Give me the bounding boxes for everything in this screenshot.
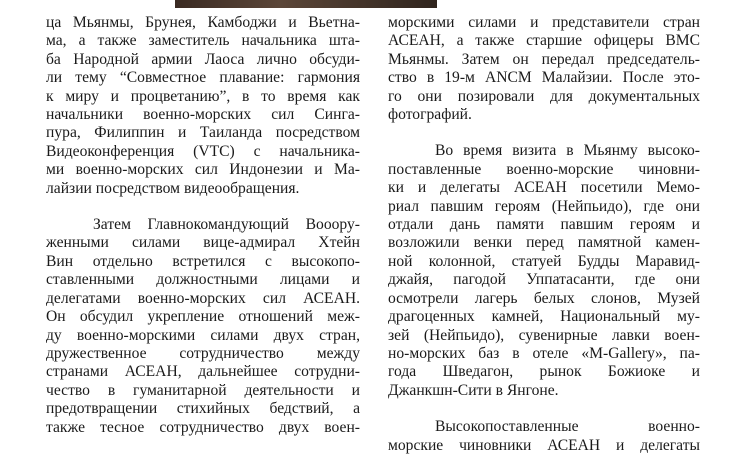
text-line: зей (Нейпьидо), сувенирные лавки воен- xyxy=(388,326,700,344)
right-paragraph-2 xyxy=(388,142,700,400)
text-line: странами АСЕАН, дальнейшее сотрудни- xyxy=(46,363,360,381)
text-line: пура, Филиппин и Таиланда посредством xyxy=(46,124,360,142)
right-paragraph-3 xyxy=(388,418,700,455)
text-line: Затем Главнокомандующий Вооору- xyxy=(93,216,360,234)
text-line: морскими силами и представители стран xyxy=(388,14,700,31)
text-line: риал павшим героям (Нейпьидо), где они xyxy=(388,197,700,215)
left-column xyxy=(46,14,360,455)
text-line: чество в гуманитарной деятельности и xyxy=(46,381,360,399)
text-line: ство в 19-м ANCM Малайзии. После это- xyxy=(388,69,700,87)
text-line: Во время визита в Мьянму высоко- xyxy=(435,142,700,160)
text-line: поставленные военно-морские чиновни- xyxy=(388,160,700,178)
text-line: ки и делегаты АСЕАН посетили Мемо- xyxy=(388,179,700,197)
text-line: фотографий. xyxy=(388,106,472,124)
photo-edge xyxy=(175,0,437,8)
text-line: Высокопоставленные военно- xyxy=(435,418,700,436)
text-line: года Шведагон, рынок Божиоке и xyxy=(388,363,700,381)
left-paragraph-1 xyxy=(46,14,360,198)
text-line: отдали дань памяти павшим героям и xyxy=(388,216,700,234)
right-paragraph-1 xyxy=(388,14,700,124)
text-line: Он обсудил укрепление отношений меж- xyxy=(46,308,360,326)
text-line: ми военно-морских сил Индонезии и Ма- xyxy=(46,161,360,179)
text-line: начальники военно-морских сил Синга- xyxy=(46,106,360,124)
text-line: джайя, пагодой Уппатасанти, где они xyxy=(388,271,700,289)
text-line: предотвращении стихийных бедствий, а xyxy=(46,400,360,418)
text-line: дружественное сотрудничество между xyxy=(46,344,360,362)
left-paragraph-2 xyxy=(46,216,360,437)
text-line: го они позировали для документальных xyxy=(388,87,700,105)
text-line: ду военно-морскими силами двух стран, xyxy=(46,326,360,344)
text-line: Вин отдельно встретился с высокопо- xyxy=(46,252,360,270)
text-line: ной колонной, статуей Будды Маравид- xyxy=(388,252,700,270)
text-line: делегатами военно-морских сил АСЕАН. xyxy=(46,289,360,307)
text-line: лайзии посредством видеообращения. xyxy=(46,179,300,197)
text-line: осмотрели лагерь белых слонов, Музей xyxy=(388,289,700,307)
text-line: ма, а также заместитель начальника шта- xyxy=(46,32,360,50)
text-line: ли тему “Совместное плавание: гармония xyxy=(46,69,360,87)
text-line: к миру и процветанию”, в то время как xyxy=(46,87,360,105)
text-line: Мьянмы. Затем он передал председатель- xyxy=(388,50,700,68)
text-line: Джанкшн-Сити в Янгоне. xyxy=(388,381,559,399)
text-line: АСЕАН, а также старшие офицеры ВМС xyxy=(388,32,700,50)
text-line: возложили венки перед памятной камен- xyxy=(388,234,700,252)
text-line: ставленными должностными лицами и xyxy=(46,271,360,289)
text-line: Видеоконференция (VTC) с начальника- xyxy=(46,142,360,160)
text-line: ба Народной армии Лаоса лично обсуди- xyxy=(46,50,360,68)
text-line: женными силами вице-адмирал Хтейн xyxy=(46,234,360,252)
right-column xyxy=(388,14,700,473)
text-line: морские чиновники АСЕАН и делегаты xyxy=(388,436,700,454)
text-line: ца Мьянмы, Брунея, Камбоджи и Вьетна- xyxy=(46,14,360,31)
text-line: также тесное сотрудничество двух воен- xyxy=(46,418,360,436)
text-line: драгоценных камней, Национальный му- xyxy=(388,308,700,326)
text-line: но-морских баз в отеле «M-Gallery», па- xyxy=(388,344,700,362)
